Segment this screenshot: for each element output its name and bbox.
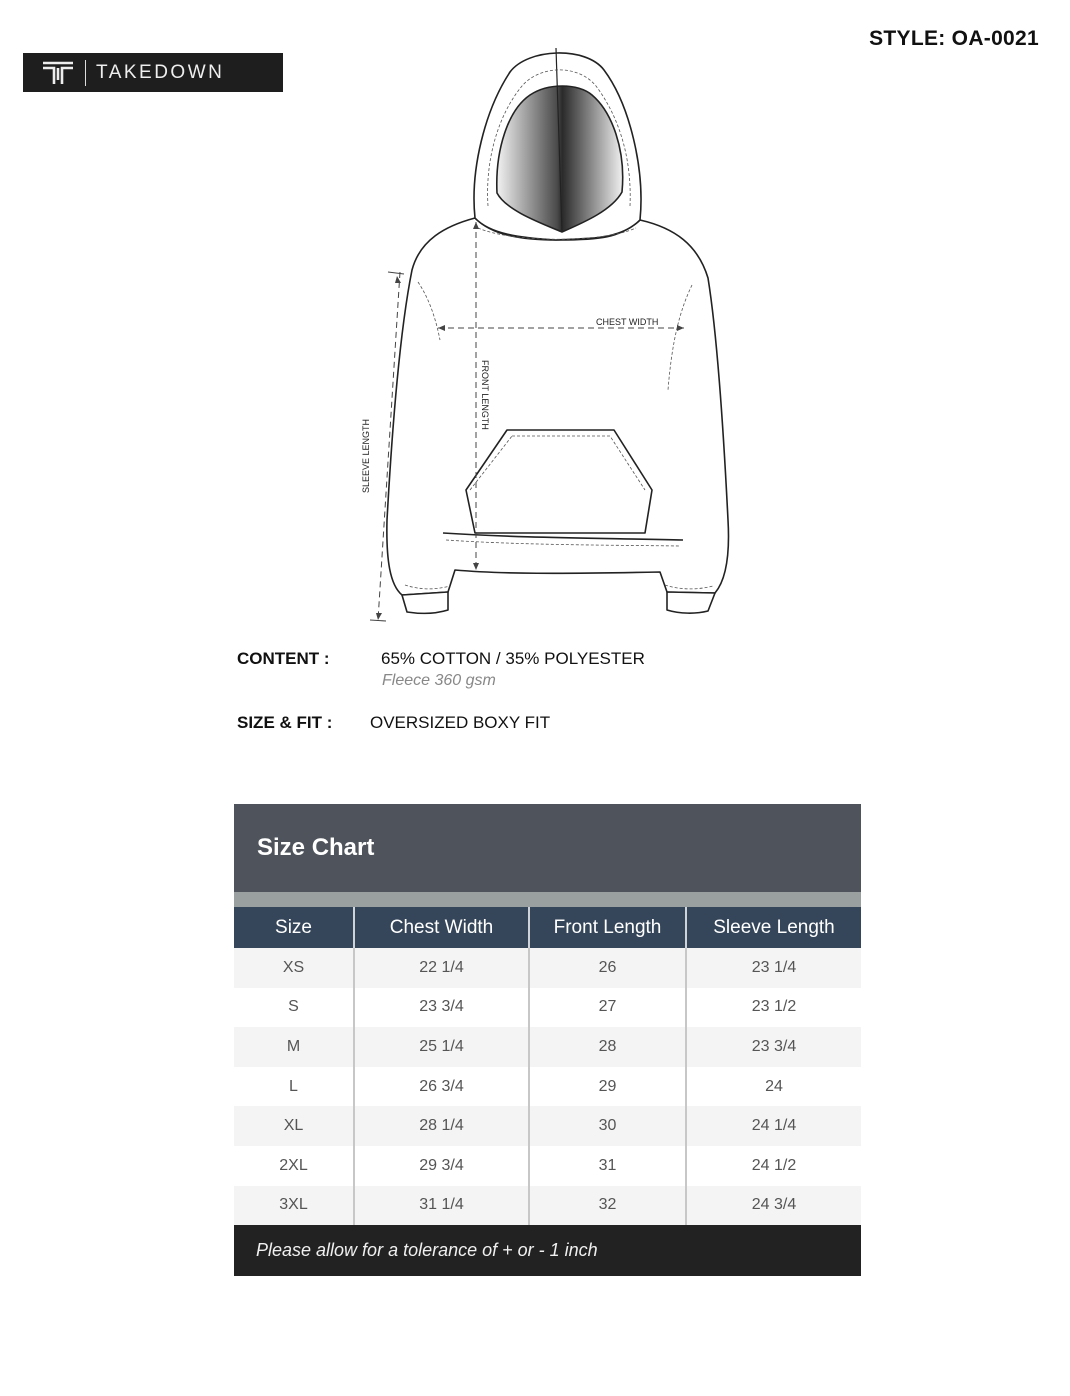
cell-front-length: 31 [529, 1146, 686, 1186]
right-cuff [667, 592, 715, 613]
cell-chest-width: 28 1/4 [354, 1106, 529, 1146]
style-code: STYLE: OA-0021 [869, 27, 1039, 50]
cell-chest-width: 31 1/4 [354, 1186, 529, 1226]
cell-size: L [234, 1067, 354, 1107]
cell-chest-width: 25 1/4 [354, 1027, 529, 1067]
cell-front-length: 28 [529, 1027, 686, 1067]
table-row [234, 948, 861, 988]
table-row [234, 988, 861, 1028]
cell-chest-width: 29 3/4 [354, 1146, 529, 1186]
fit-value: OVERSIZED BOXY FIT [370, 713, 551, 732]
cell-sleeve-length: 23 1/4 [686, 948, 861, 988]
cell-front-length: 32 [529, 1186, 686, 1226]
table-row [234, 1027, 861, 1067]
header-sleeve-length: Sleeve Length [686, 907, 861, 948]
cell-sleeve-length: 24 1/2 [686, 1146, 861, 1186]
table-row [234, 1186, 861, 1226]
cell-front-length: 29 [529, 1067, 686, 1107]
tolerance-note: Please allow for a tolerance of + or - 1 inch [234, 1225, 861, 1276]
sleeve-length-label: SLEEVE LENGTH [361, 418, 371, 493]
header-chest-width: Chest Width [354, 907, 529, 948]
cell-size: 3XL [234, 1186, 354, 1226]
cell-sleeve-length: 24 3/4 [686, 1186, 861, 1226]
size-chart-divider [234, 892, 861, 907]
hoodie-technical-drawing [355, 44, 735, 624]
cell-sleeve-length: 24 1/4 [686, 1106, 861, 1146]
content-subtext: Fleece 360 gsm [382, 672, 496, 689]
cell-size: XL [234, 1106, 354, 1146]
header-front-length: Front Length [529, 907, 686, 948]
cell-size: S [234, 988, 354, 1028]
cell-front-length: 27 [529, 988, 686, 1028]
logo-divider [85, 60, 86, 86]
fit-label: SIZE & FIT : [237, 713, 333, 732]
brand-logo [23, 53, 283, 92]
table-row [234, 1106, 861, 1146]
cell-sleeve-length: 24 [686, 1067, 861, 1107]
size-chart-table [234, 907, 861, 1225]
size-chart-title: Size Chart [234, 804, 861, 892]
chest-width-label: CHEST WIDTH [596, 317, 659, 327]
brand-name: TAKEDOWN [96, 61, 225, 83]
table-row [234, 1146, 861, 1186]
cell-chest-width: 22 1/4 [354, 948, 529, 988]
cell-size: XS [234, 948, 354, 988]
content-value: 65% COTTON / 35% POLYESTER [381, 649, 645, 668]
cell-chest-width: 26 3/4 [354, 1067, 529, 1107]
content-label: CONTENT : [237, 649, 330, 668]
cell-chest-width: 23 3/4 [354, 988, 529, 1028]
cell-size: M [234, 1027, 354, 1067]
left-cuff [402, 592, 448, 613]
header-size: Size [234, 907, 354, 948]
cell-sleeve-length: 23 1/2 [686, 988, 861, 1028]
hoodie-body-outline [387, 218, 729, 595]
size-chart [234, 804, 861, 1276]
size-chart-header-row [234, 907, 861, 948]
cell-size: 2XL [234, 1146, 354, 1186]
cell-front-length: 26 [529, 948, 686, 988]
cell-front-length: 30 [529, 1106, 686, 1146]
table-row [234, 1067, 861, 1107]
takedown-logo-icon [41, 60, 75, 86]
cell-sleeve-length: 23 3/4 [686, 1027, 861, 1067]
front-length-label: FRONT LENGTH [480, 360, 490, 430]
